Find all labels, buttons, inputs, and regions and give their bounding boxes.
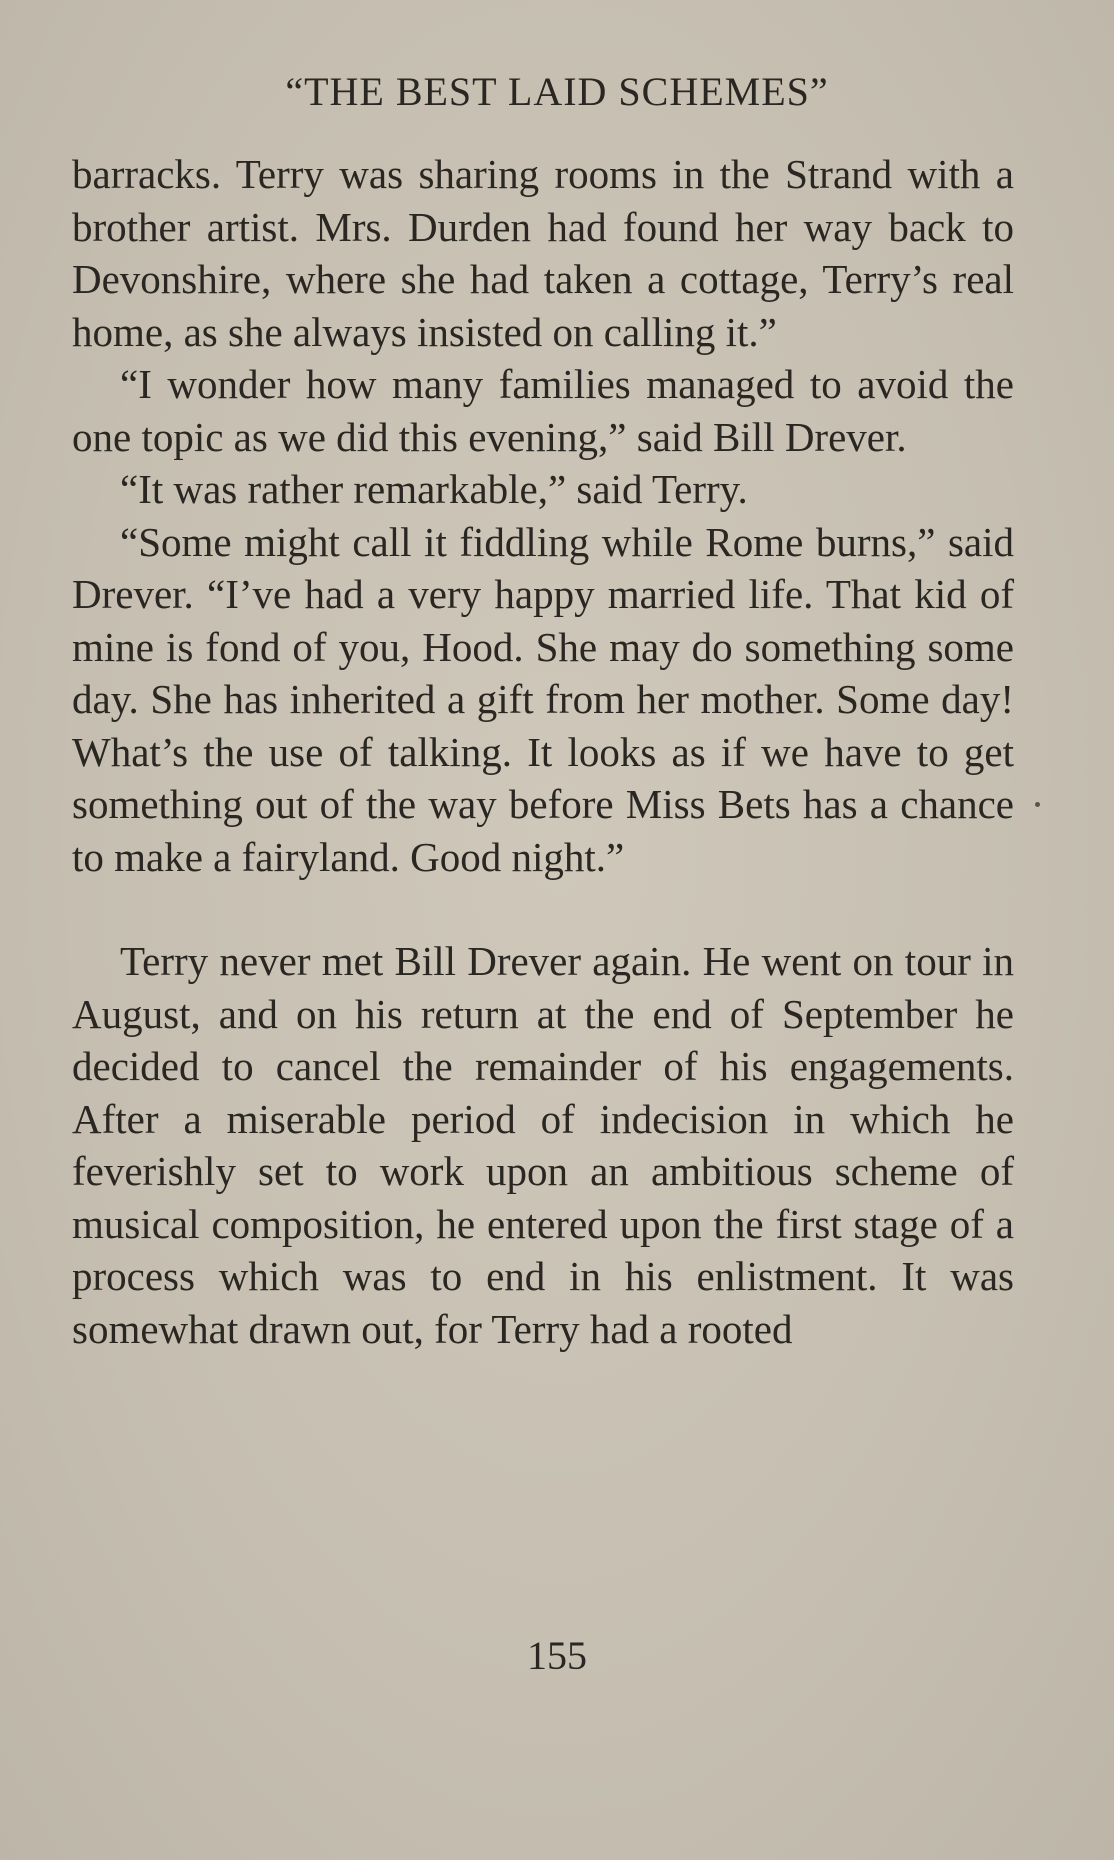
paragraph-3: “It was rather remarkable,” said Terry. [120,466,748,512]
section-break [72,883,1014,935]
paragraph-5: Terry never met Bill Drever again. He went on tour in August, and on his return at the end of September he decided to cancel the remainder of his engagements. After a miserable period of indecision in which he feverishly set to work upon an ambitious scheme of musical composition, he entered upon the first stage of a process which was to end in his enlistment. It was somewhat drawn out, for Terry had a rooted [72,938,1014,1352]
paper-speck [1035,802,1040,807]
paragraph-2: “I wonder how many families managed to avoid the one topic as we did this evening,” said Bill Drever. [72,361,1014,460]
paragraph-1: barracks. Terry was sharing rooms in the Strand with a brother artist. Mrs. Durden had found her way back to Devonshire, where she had taken a cottage, Terry’s real home, as she always insisted on calling it.” [72,151,1014,355]
running-head: “THE BEST LAID SCHEMES” [285,69,829,114]
paragraph-4: “Some might call it fiddling while Rome burns,” said Drever. “I’ve had a very happy married life. That kid of mine is fond of you, Hood. She may do something some day. She has inherited a gift from her mother. Some day! What’s the use of talking. It looks as if we have to get something out of the way before Miss Bets has a chance to make a fairyland. Good night.” [72,518,1014,880]
page-number: 155 [527,1633,587,1678]
text-block [72,148,1014,1355]
